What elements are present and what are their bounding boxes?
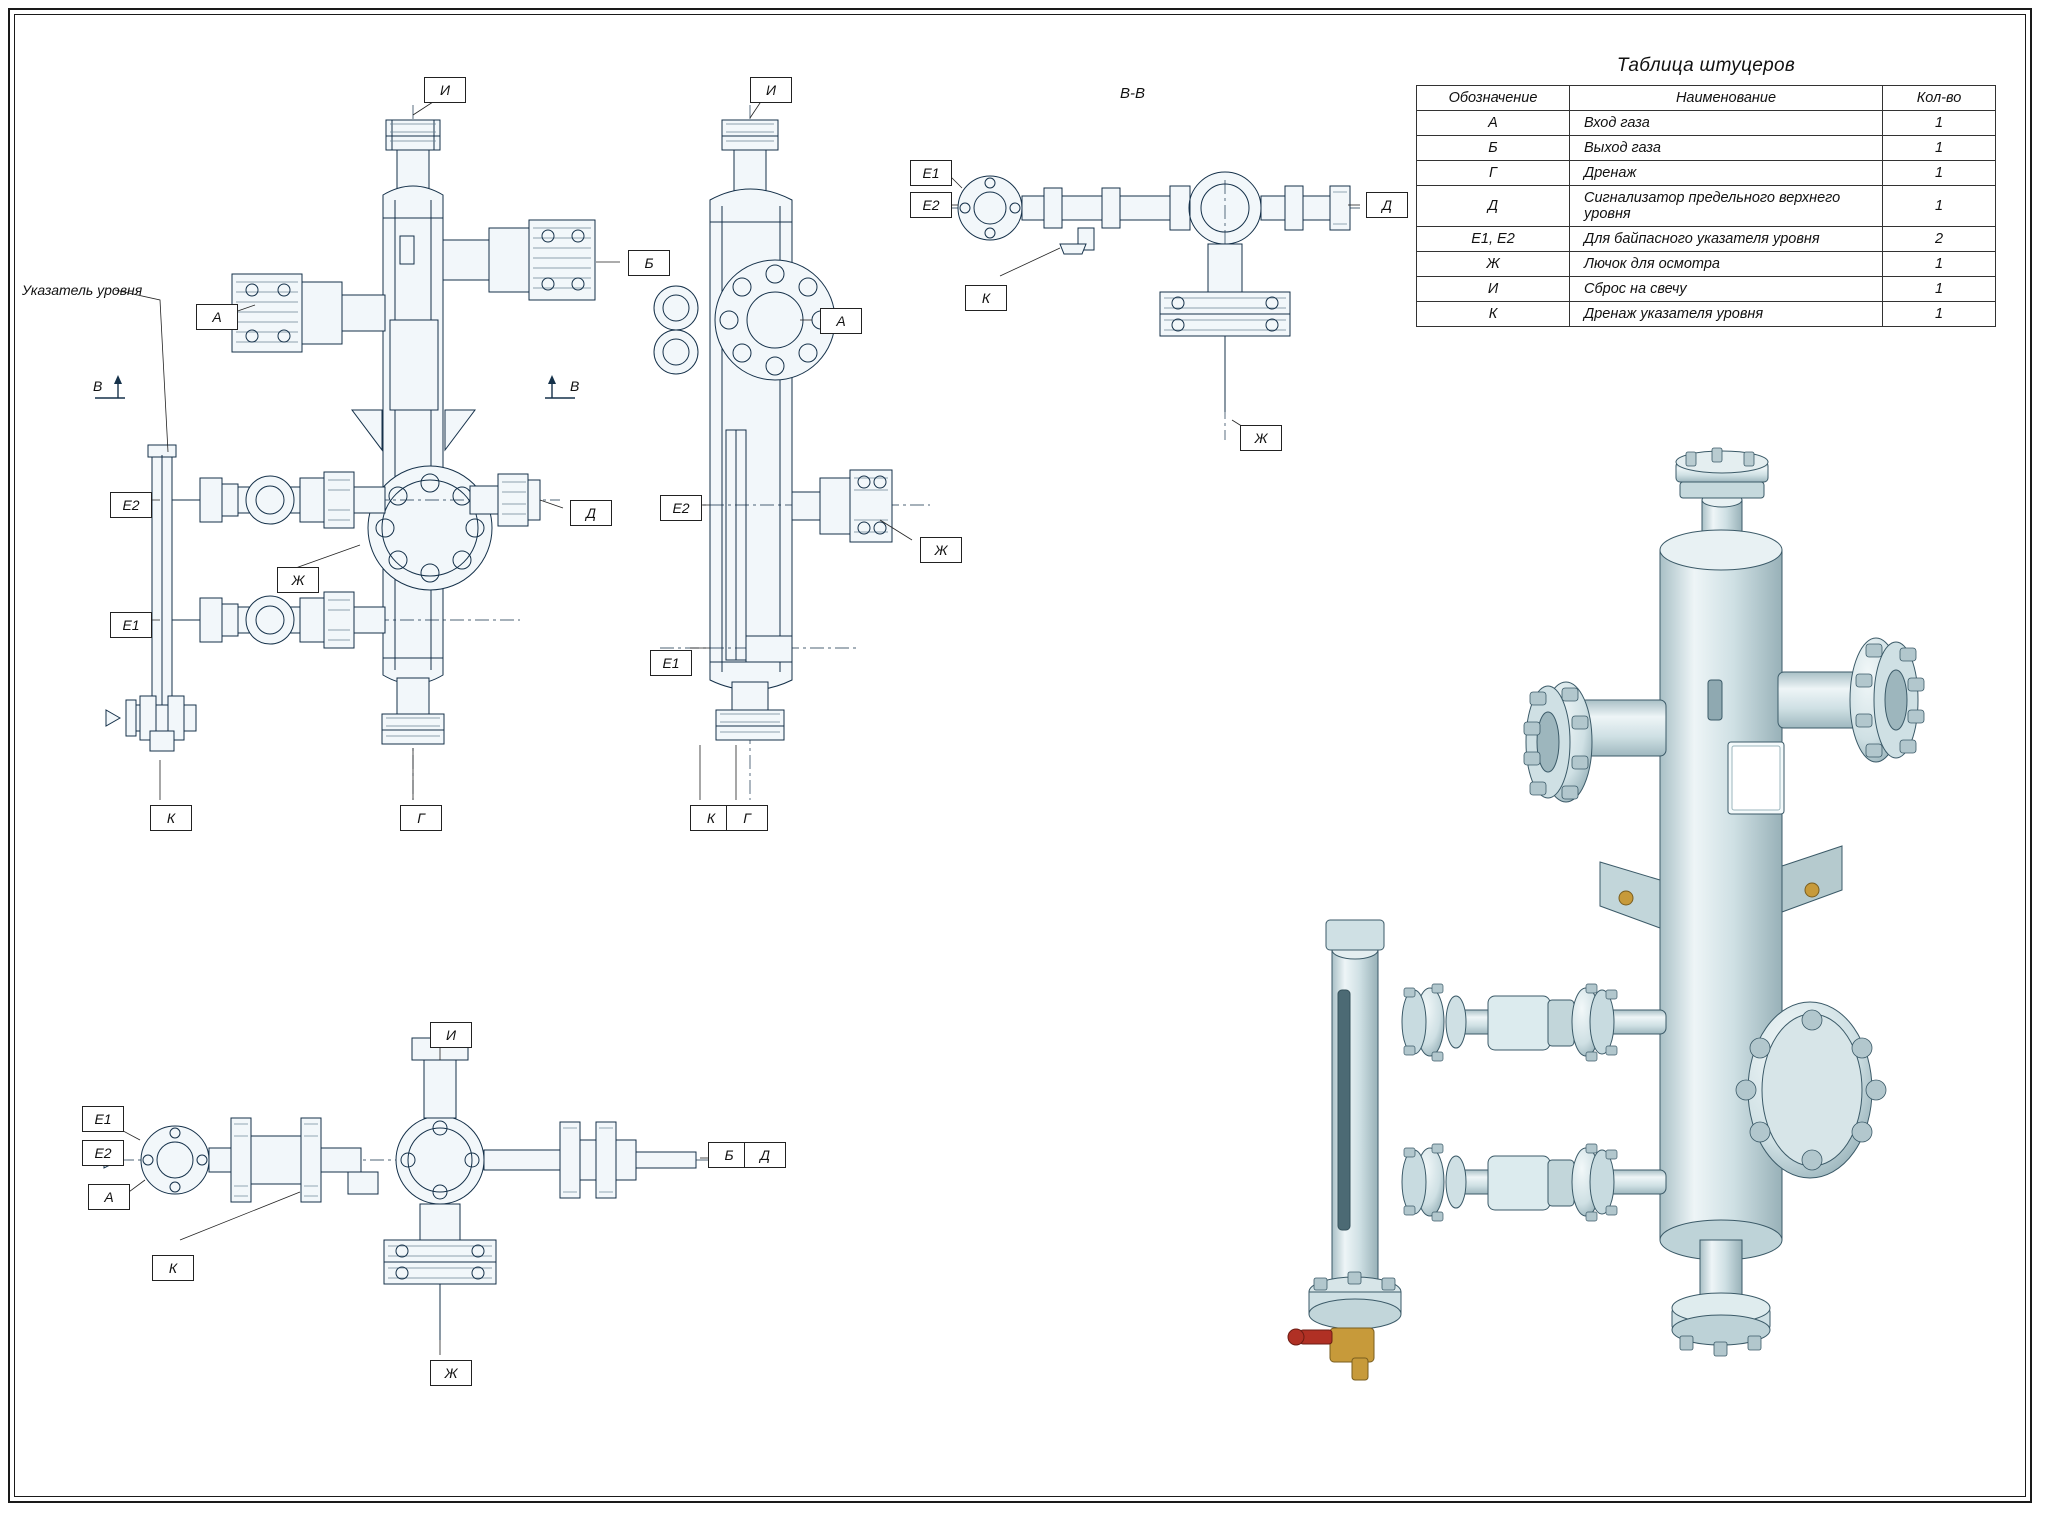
callout-side-i: И — [750, 77, 792, 103]
callout-front-a: А — [196, 304, 238, 330]
cell-designation: Ж — [1417, 252, 1570, 277]
callout-side-e2: Е2 — [660, 495, 702, 521]
cell-qty: 1 — [1883, 111, 1996, 136]
cell-qty: 1 — [1883, 252, 1996, 277]
callout-front-e1: Е1 — [110, 612, 152, 638]
cell-qty: 1 — [1883, 136, 1996, 161]
cell-qty: 1 — [1883, 277, 1996, 302]
cell-name: Лючок для осмотра — [1570, 252, 1883, 277]
cell-name: Сброс на свечу — [1570, 277, 1883, 302]
callout-side-zh: Ж — [920, 537, 962, 563]
cell-name: Дренаж — [1570, 161, 1883, 186]
cell-designation: К — [1417, 302, 1570, 327]
level-indicator-label: Указатель уровня — [22, 282, 143, 298]
section-title-bb: В-В — [1120, 85, 1146, 102]
nozzle-table-title: Таблица штуцеров — [1616, 55, 1796, 76]
callout-sec-zh: Ж — [1240, 425, 1282, 451]
cell-designation: А — [1417, 111, 1570, 136]
cell-name: Выход газа — [1570, 136, 1883, 161]
valve-train-iso-upper — [1402, 984, 1666, 1061]
callout-front-k: К — [150, 805, 192, 831]
callout-side-a: А — [820, 308, 862, 334]
section-mark-left-letter: В — [93, 378, 103, 394]
flange-front-b — [489, 220, 595, 300]
callout-sec-e2: Е2 — [910, 192, 952, 218]
cell-name: Дренаж указателя уровня — [1570, 302, 1883, 327]
view-side-elevation — [654, 100, 930, 800]
callout-sec-k: К — [965, 285, 1007, 311]
valve-train-front-e1 — [160, 592, 385, 648]
callout-top-d: Д — [744, 1142, 786, 1168]
cell-designation: И — [1417, 277, 1570, 302]
flange-iso-right-upper — [1850, 638, 1924, 762]
callout-top-e2: Е2 — [82, 1140, 124, 1166]
callout-side-k: К — [690, 805, 732, 831]
cell-designation: Д — [1417, 186, 1570, 227]
cell-qty: 1 — [1883, 302, 1996, 327]
cell-qty: 2 — [1883, 227, 1996, 252]
cell-designation: Б — [1417, 136, 1570, 161]
isometric-3d-model — [1288, 448, 1924, 1380]
callout-front-i: И — [424, 77, 466, 103]
cell-designation: Е1, Е2 — [1417, 227, 1570, 252]
valve-train-iso-lower — [1402, 1144, 1666, 1221]
callout-front-g: Г — [400, 805, 442, 831]
callout-front-zh: Ж — [277, 567, 319, 593]
callout-sec-d: Д — [1366, 192, 1408, 218]
valve-train-front-e2 — [160, 472, 385, 528]
callout-top-zh: Ж — [430, 1360, 472, 1386]
flange-front-a — [232, 274, 342, 352]
cell-name: Для байпасного указателя уровня — [1570, 227, 1883, 252]
cell-name: Вход газа — [1570, 111, 1883, 136]
flange-iso-left-upper — [1524, 682, 1592, 802]
cell-designation: Г — [1417, 161, 1570, 186]
callout-side-e1: Е1 — [650, 650, 692, 676]
view-plan — [104, 1038, 760, 1355]
col-header-name: Наименование — [1570, 86, 1883, 111]
callout-front-b: Б — [628, 250, 670, 276]
callout-top-b: Б — [708, 1142, 750, 1168]
section-mark-right-letter: В — [570, 378, 580, 394]
col-header-qty: Кол-во — [1883, 86, 1996, 111]
callout-side-g: Г — [726, 805, 768, 831]
callout-top-i: И — [430, 1022, 472, 1048]
col-header-designation: Обозначение — [1417, 86, 1570, 111]
callout-front-d: Д — [570, 500, 612, 526]
cell-name: Сигнализатор предельного верхнего уровня — [1570, 186, 1883, 227]
cell-qty: 1 — [1883, 161, 1996, 186]
callout-top-k: К — [152, 1255, 194, 1281]
callout-top-a: А — [88, 1184, 130, 1210]
callout-sec-e1: Е1 — [910, 160, 952, 186]
view-section-bb — [946, 172, 1360, 440]
callout-front-e2: Е2 — [110, 492, 152, 518]
drain-assembly-front-k — [106, 696, 196, 751]
callout-top-e1: Е1 — [82, 1106, 124, 1132]
cell-qty: 1 — [1883, 186, 1996, 227]
view-front-elevation — [95, 100, 620, 800]
